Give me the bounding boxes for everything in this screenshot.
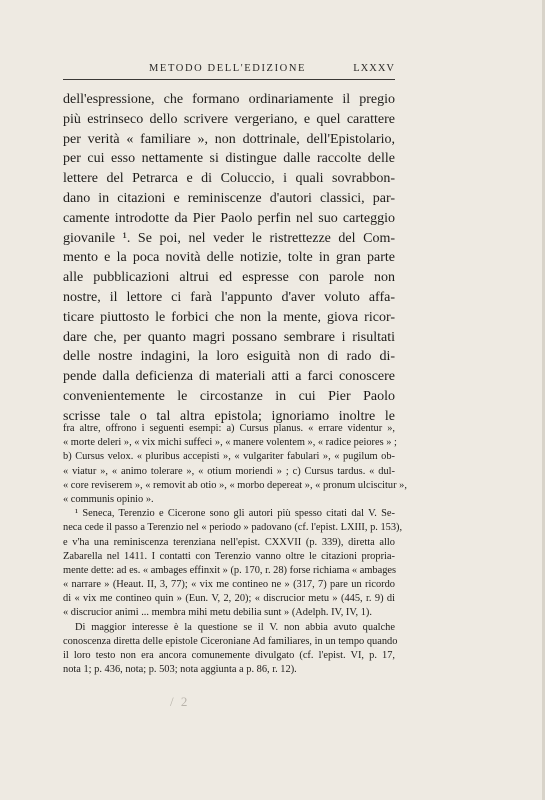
footnote-line: fra altre, offrono i seguenti esempi: a) Cursus planus. « errare videntur », xyxy=(63,423,395,434)
footnote-1-line: neca cede il passo a Terenzio nel « periodo » padovano (cf. l'epist. LXIII, p. 153), xyxy=(63,522,403,534)
text-line: ticare piuttosto le forbici che non la mente, giova ricor- xyxy=(63,309,395,325)
footnote-1-line: e v'ha una reminiscenza terenziana nell'epist. CXXVII (p. 339), diretta allo xyxy=(63,536,395,548)
pencil-mark: / 2 xyxy=(170,694,190,709)
running-title: METODO DELL'EDIZIONE xyxy=(149,63,307,74)
footnote-1-line: Zabarella nel 1411. I contatti con Terenzio vanno oltre le citazioni propria- xyxy=(63,550,395,562)
footnote-line: « morte deleri », « vix michi suffeci », « manere volentem », « radice peiores » ; xyxy=(63,437,397,449)
footnote-2-line: il loro testo non era ancora comunemente divulgato (cf. l'epist. VI, p. 17, xyxy=(63,650,395,661)
footnote-1-line: « discrucior animi ... membra mihi metu debilia sunt » (Adelph. IV, IV, 1). xyxy=(63,607,372,619)
footnote-2-line: Di maggior interesse è la questione se il V. non abbia avuto qualche xyxy=(75,621,395,633)
text-line: per verità « familiare », non dottrinale, dell'Epistolario, xyxy=(63,131,395,147)
footnote-line: « viatur », « animo tolerare », « otium moriendi » ; c) Cursus tardus. « dul- xyxy=(63,465,395,477)
footnote-line: « core reviserem », « removit ab otio », « morbo depereat », « pronum ulciscitur », xyxy=(63,479,407,491)
text-line: camente introdotte da Pier Paolo perfin nel suo carteggio xyxy=(63,210,395,226)
footnote-1-line: mente dette: ad es. « ambages effinxit » (p. 170, r. 28) forse richiama « ambages xyxy=(63,564,397,576)
main-text xyxy=(63,90,395,427)
text-line: convenientemente le circostanze in cui Pier Paolo xyxy=(63,388,395,404)
text-line: per cui esso nettamente si distingue dalle raccolte delle xyxy=(63,151,395,167)
text-line: alle pubblicazioni altrui ed espresse con parole non xyxy=(63,270,395,286)
text-line: dano in citazioni e reminiscenze d'autori classici, par- xyxy=(63,190,395,206)
page-number: LXXXV xyxy=(353,63,395,74)
running-header xyxy=(63,63,395,79)
text-line: dell'espressione, che formano ordinariamente il pregio xyxy=(63,92,395,107)
text-line: giovanile ¹. Se poi, nel veder le ristrettezze del Com- xyxy=(63,230,395,246)
header-rule xyxy=(63,79,395,80)
footnote-line: b) Cursus velox. « pluribus accepisti », « vulgariter fabulari », « pugilum ob- xyxy=(63,451,395,463)
text-line: lettere del Petrarca e di Coluccio, i quali sovrabbon- xyxy=(63,171,395,187)
footnote-2-line: conoscenza diretta delle epistole Ciceroniane Ad familiares, in un tempo quando xyxy=(63,635,398,647)
text-line: più estrinseco dello scrivere vergeriano, e quel carattere xyxy=(63,111,395,127)
footnote-2-line: nota 1; p. 436, nota; p. 503; nota aggiunta a p. 86, r. 12). xyxy=(63,664,297,676)
footnote-1-line: di « vix me contineo quin » (Eun. V, 2, 20); « discrucior metu » (445, r. 9) di xyxy=(63,593,395,605)
footnote-line: « communis opinio ». xyxy=(63,493,154,505)
text-line: dare che, per quanto magri possano sembrare i risultati xyxy=(63,329,395,345)
text-line: mento e la poca novità delle notizie, tolte in gran parte xyxy=(63,250,395,266)
footnote-1-line: ¹ Seneca, Terenzio e Cicerone sono gli autori più spesso citati dal V. Se- xyxy=(75,508,395,520)
text-line: delle nostre indagini, la loro esiguità non di rado di- xyxy=(63,349,395,365)
footnotes xyxy=(63,422,407,677)
text-line: nostre, il lettore ci farà l'appunto d'aver voluto affa- xyxy=(63,289,395,305)
text-line: pende dalla deficienza di materiali atti a farci conoscere xyxy=(63,369,395,385)
text-line: scrisse tale o tal altra epistola; ignoriamo inoltre le xyxy=(63,408,395,424)
footnote-1-line: « narrare » (Heaut. II, 3, 77); « vix me contineo ne » (317, 7) pare un ricordo xyxy=(63,579,395,591)
